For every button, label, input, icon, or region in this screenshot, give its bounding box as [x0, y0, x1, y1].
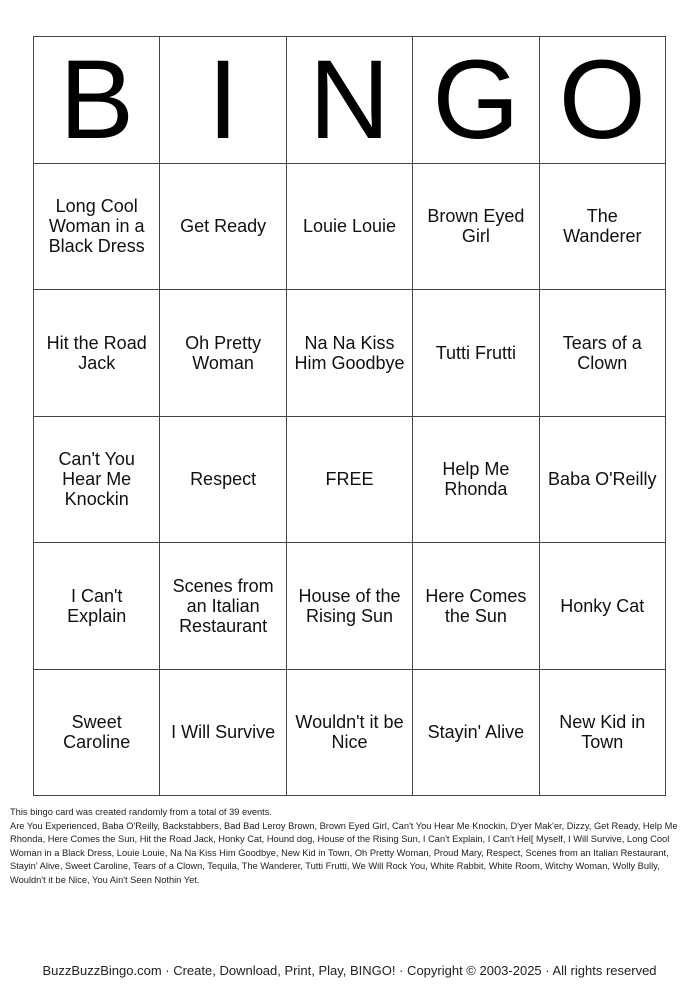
event-list: Are You Experienced, Baba O'Reilly, Backstabbers, Bad Bad Leroy Brown, Brown Eyed Girl, Can't You Hear Me Knockin, D'yer Mak'er, Dizzy, Get Ready, Help Me Rhonda, Here Comes the Sun, Hit the Road Jack, Honky Cat, Hound dog, House of the Rising Sun, I Can't Explain, I Can't Hel[ Myself, I Will Survive, Long Cool Woman in a Black Dress, Louie Louie, Na Na Kiss Him Goodbye, New Kid in Town, Oh Pretty Woman, Proud Mary, Respect, Scenes from an Italian Restaurant, Stayin' Alive, Sweet Caroline, Tears of a Clown, Tequila, The Wanderer, Tutti Frutti, We Will Rock You, White Rabbit, White Room, Witchy Woman, Wolly Bully, Wouldn't it be Nice, You Ain't Seen Nothin Yet.: [10, 820, 678, 885]
footer-copyright: BuzzBuzzBingo.com · Create, Download, Print, Play, BINGO! · Copyright © 2003-2025 · All rights reserved: [42, 963, 657, 978]
header-letter-o: O: [540, 37, 666, 164]
bingo-cell: Get Ready: [160, 164, 286, 291]
header-letter-b: B: [34, 37, 160, 164]
bingo-cell: The Wanderer: [540, 164, 666, 291]
bingo-cell: I Can't Explain: [34, 543, 160, 670]
bingo-cell: I Will Survive: [160, 670, 286, 797]
bingo-cell: Scenes from an Italian Restaurant: [160, 543, 286, 670]
bingo-cell: Tutti Frutti: [413, 290, 539, 417]
bingo-cell: Oh Pretty Woman: [160, 290, 286, 417]
bingo-cell: New Kid in Town: [540, 670, 666, 797]
bingo-cell: House of the Rising Sun: [287, 543, 413, 670]
bingo-cell: Louie Louie: [287, 164, 413, 291]
header-letter-g: G: [413, 37, 539, 164]
bingo-cell: Can't You Hear Me Knockin: [34, 417, 160, 544]
bingo-cell: Wouldn't it be Nice: [287, 670, 413, 797]
bingo-cell: Brown Eyed Girl: [413, 164, 539, 291]
bingo-cell: Honky Cat: [540, 543, 666, 670]
bingo-cell: Sweet Caroline: [34, 670, 160, 797]
card-summary: This bingo card was created randomly from a total of 39 events.: [10, 807, 272, 817]
bingo-cell: Long Cool Woman in a Black Dress: [34, 164, 160, 291]
header-letter-n: N: [287, 37, 413, 164]
free-space-cell: FREE: [287, 417, 413, 544]
bingo-cell: Hit the Road Jack: [34, 290, 160, 417]
header-letter-i: I: [160, 37, 286, 164]
card-info: [10, 806, 690, 887]
bingo-cell: Stayin' Alive: [413, 670, 539, 797]
bingo-cell: Na Na Kiss Him Goodbye: [287, 290, 413, 417]
bingo-cell: Here Comes the Sun: [413, 543, 539, 670]
bingo-cell: Tears of a Clown: [540, 290, 666, 417]
bingo-cell: Respect: [160, 417, 286, 544]
bingo-card: [33, 36, 666, 796]
bingo-cell: Baba O'Reilly: [540, 417, 666, 544]
bingo-cell: Help Me Rhonda: [413, 417, 539, 544]
